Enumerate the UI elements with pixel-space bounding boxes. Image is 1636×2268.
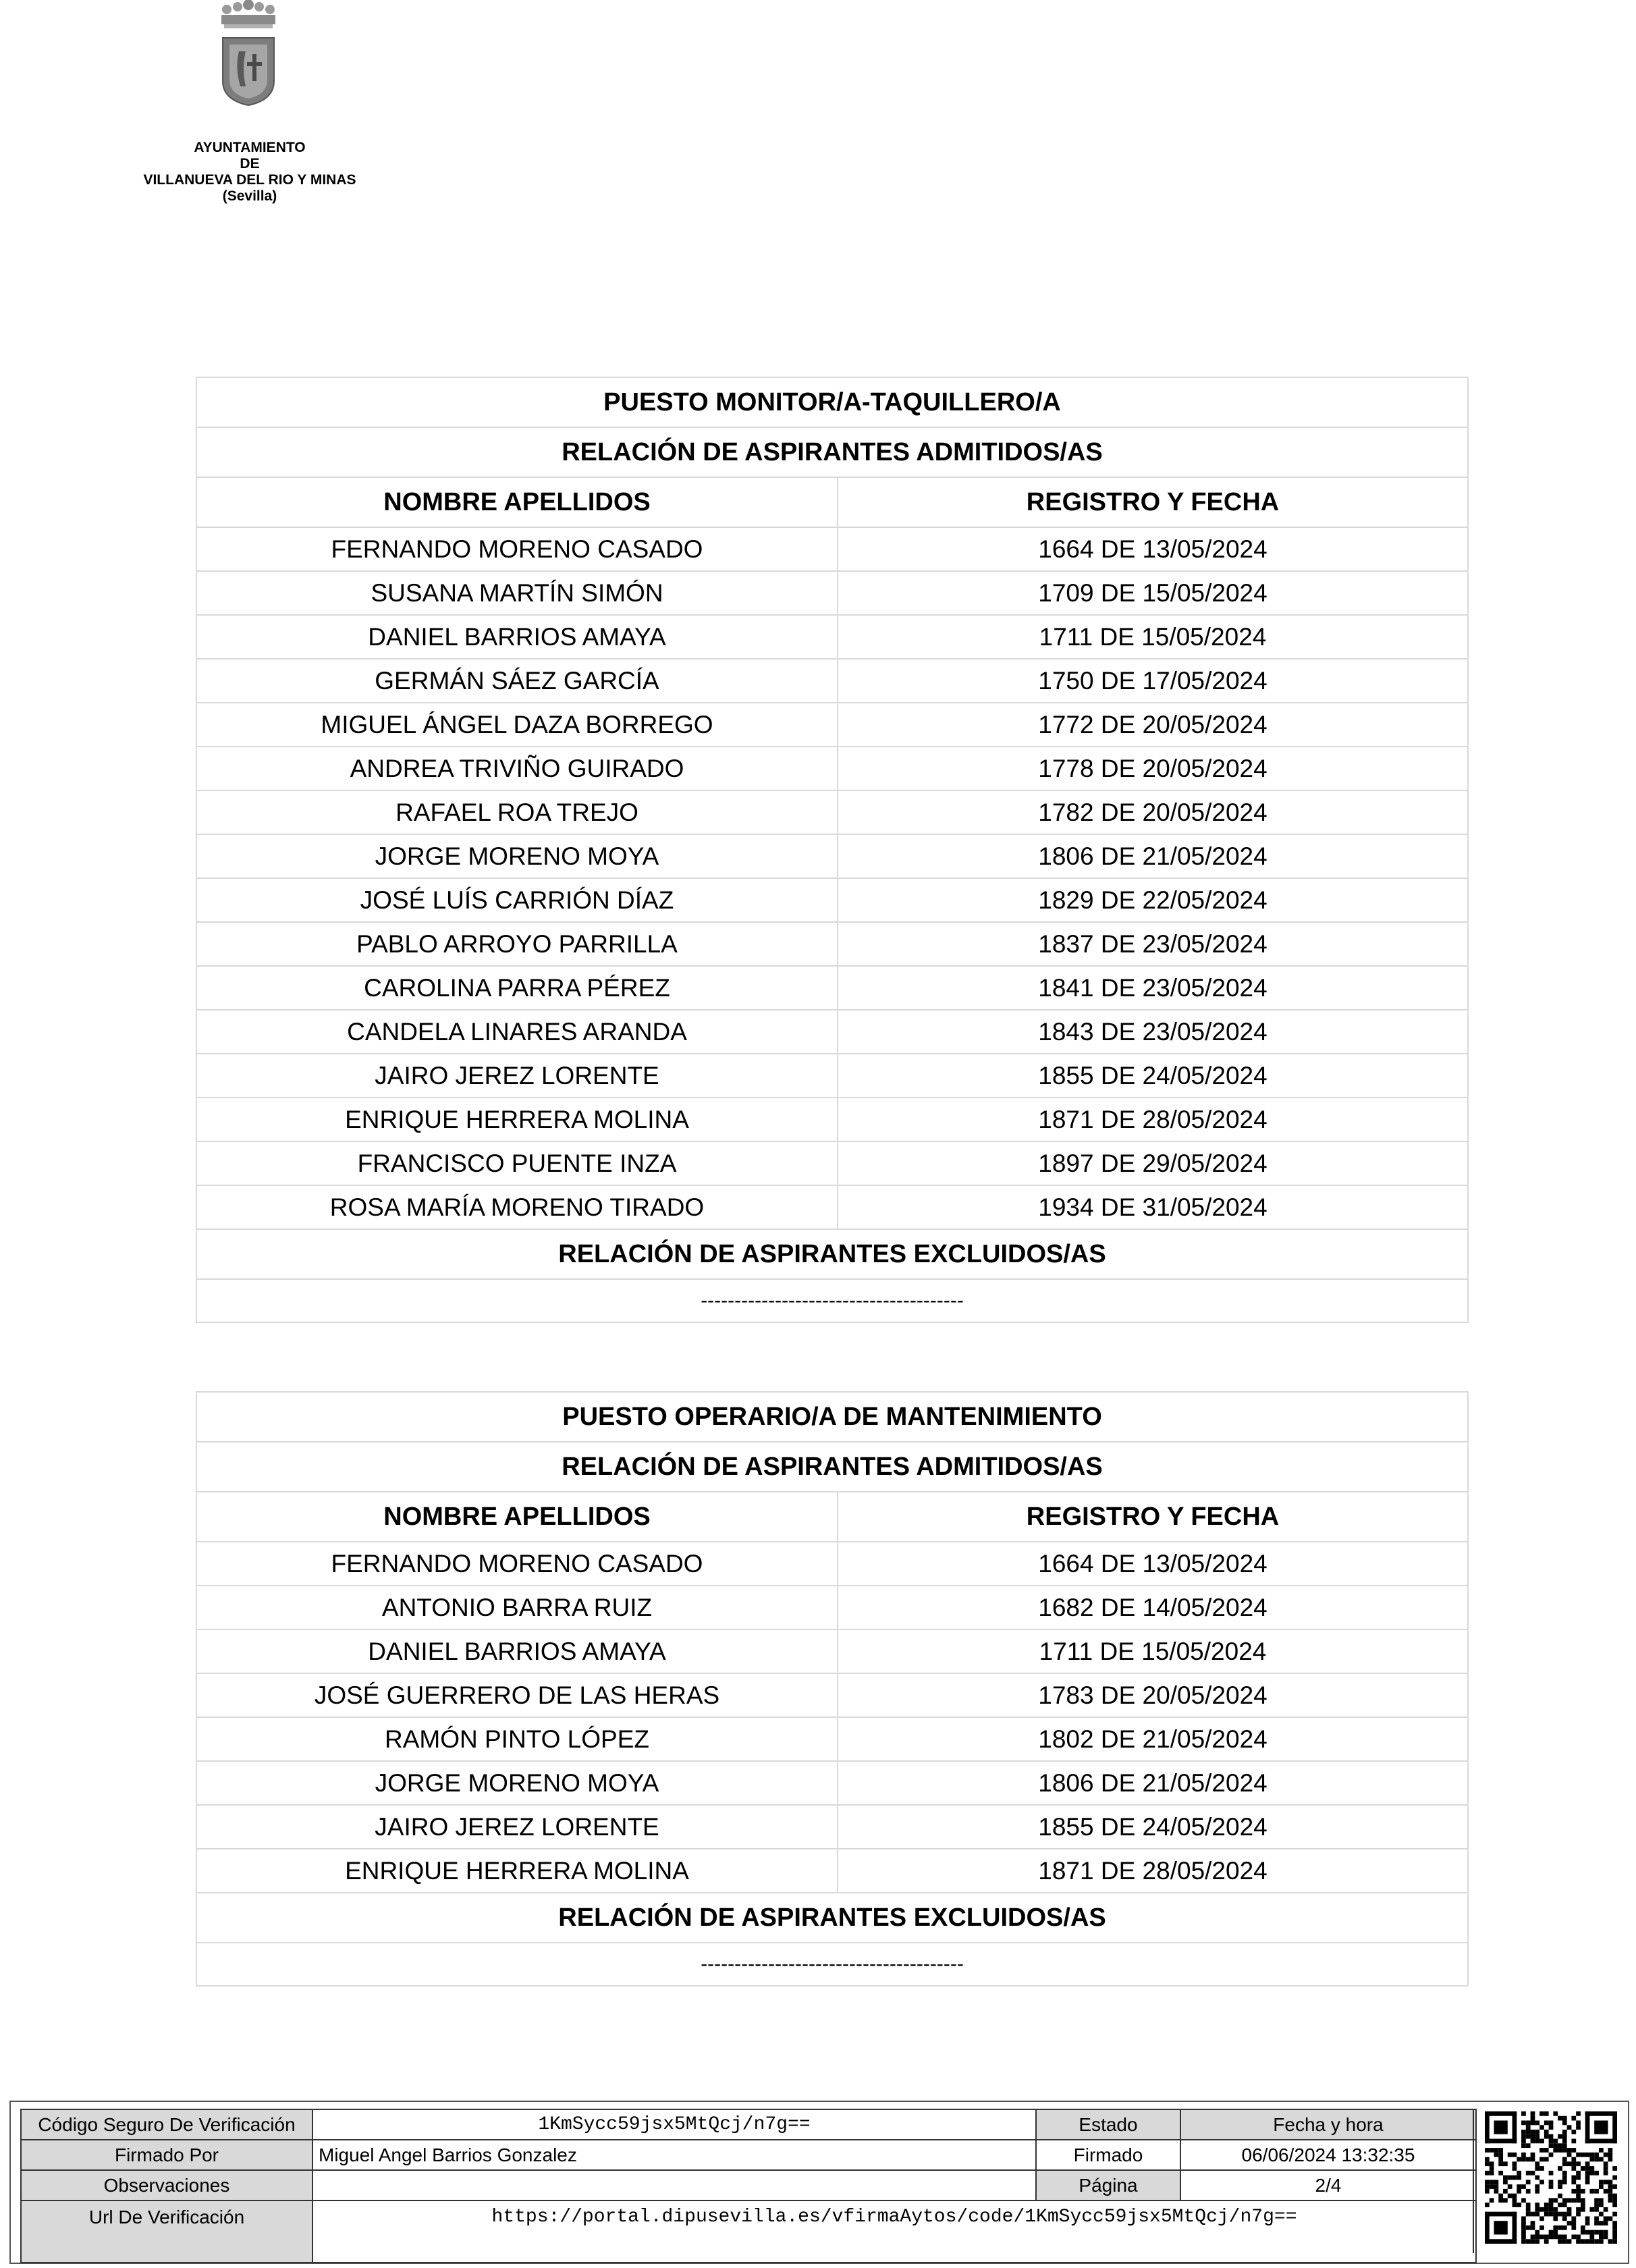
applicant-name: JOSÉ GUERRERO DE LAS HERAS — [196, 1673, 838, 1717]
applicant-name: ANDREA TRIVIÑO GUIRADO — [196, 747, 838, 790]
verification-footer — [9, 2101, 1629, 2264]
verification-table — [20, 2109, 1477, 2263]
applicant-name: FERNANDO MORENO CASADO — [196, 1542, 838, 1586]
table-row — [196, 1673, 1468, 1717]
organization-name — [115, 140, 385, 205]
firmado-por-value: Miguel Angel Barrios Gonzalez — [312, 2140, 1036, 2170]
url-label: Url De Verificación — [21, 2200, 312, 2263]
table-row — [196, 1586, 1468, 1629]
table-row — [196, 659, 1468, 703]
applicant-name: FERNANDO MORENO CASADO — [196, 527, 838, 571]
registry-date: 1709 DE 15/05/2024 — [838, 571, 1468, 615]
applicants-table-monitor — [196, 377, 1469, 1323]
applicant-name: ANTONIO BARRA RUIZ — [196, 1586, 838, 1629]
registry-date: 1782 DE 20/05/2024 — [838, 790, 1468, 834]
registry-date: 1664 DE 13/05/2024 — [838, 1542, 1468, 1586]
applicant-name: JORGE MORENO MOYA — [196, 834, 838, 878]
url-value[interactable]: https://portal.dipusevilla.es/vfirmaAytos/code/1KmSycc59jsx5MtQcj/n7g== — [312, 2200, 1476, 2263]
registry-date: 1871 DE 28/05/2024 — [838, 1098, 1468, 1141]
observaciones-label: Observaciones — [21, 2170, 312, 2200]
table-row — [196, 747, 1468, 790]
table-row — [196, 1098, 1468, 1141]
registry-date: 1778 DE 20/05/2024 — [838, 747, 1468, 790]
applicant-name: ENRIQUE HERRERA MOLINA — [196, 1098, 838, 1141]
table-row — [196, 1141, 1468, 1185]
observaciones-value — [312, 2170, 1036, 2200]
excluded-none: --------------------------------------- — [196, 1279, 1468, 1322]
applicant-name: JAIRO JEREZ LORENTE — [196, 1054, 838, 1098]
applicant-name: PABLO ARROYO PARRILLA — [196, 922, 838, 966]
applicant-name: JORGE MORENO MOYA — [196, 1761, 838, 1805]
column-header-registry: REGISTRO Y FECHA — [838, 1492, 1468, 1542]
pagina-label: Página — [1036, 2170, 1180, 2200]
applicant-name: MIGUEL ÁNGEL DAZA BORREGO — [196, 703, 838, 747]
registry-date: 1843 DE 23/05/2024 — [838, 1010, 1468, 1054]
table-title: PUESTO MONITOR/A-TAQUILLERO/A — [196, 377, 1468, 427]
table-row — [196, 1629, 1468, 1673]
fecha-value: 06/06/2024 13:32:35 — [1180, 2140, 1476, 2170]
table-row — [196, 834, 1468, 878]
table-row — [196, 1805, 1468, 1849]
applicant-name: ROSA MARÍA MORENO TIRADO — [196, 1185, 838, 1229]
registry-date: 1855 DE 24/05/2024 — [838, 1805, 1468, 1849]
org-line-1: AYUNTAMIENTO — [194, 140, 306, 155]
registry-date: 1841 DE 23/05/2024 — [838, 966, 1468, 1010]
table-row — [196, 1185, 1468, 1229]
estado-label: Estado — [1036, 2109, 1180, 2140]
org-line-3: VILLANUEVA DEL RIO Y MINAS — [143, 172, 356, 188]
registry-date: 1837 DE 23/05/2024 — [838, 922, 1468, 966]
registry-date: 1783 DE 20/05/2024 — [838, 1673, 1468, 1717]
excluded-heading: RELACIÓN DE ASPIRANTES EXCLUIDOS/AS — [196, 1229, 1468, 1279]
firmado-por-label: Firmado Por — [21, 2140, 312, 2170]
fecha-label: Fecha y hora — [1180, 2109, 1476, 2140]
applicant-name: RAMÓN PINTO LÓPEZ — [196, 1717, 838, 1761]
excluded-heading: RELACIÓN DE ASPIRANTES EXCLUIDOS/AS — [196, 1893, 1468, 1943]
registry-date: 1772 DE 20/05/2024 — [838, 703, 1468, 747]
column-header-registry: REGISTRO Y FECHA — [838, 477, 1468, 527]
csv-value: 1KmSycc59jsx5MtQcj/n7g== — [312, 2109, 1036, 2140]
table-row — [196, 966, 1468, 1010]
registry-date: 1855 DE 24/05/2024 — [838, 1054, 1468, 1098]
column-header-name: NOMBRE APELLIDOS — [196, 1492, 838, 1542]
registry-date: 1829 DE 22/05/2024 — [838, 878, 1468, 922]
table-row — [196, 878, 1468, 922]
admitted-heading: RELACIÓN DE ASPIRANTES ADMITIDOS/AS — [196, 427, 1468, 477]
applicant-name: SUSANA MARTÍN SIMÓN — [196, 571, 838, 615]
applicant-name: ENRIQUE HERRERA MOLINA — [196, 1849, 838, 1893]
pagina-value: 2/4 — [1180, 2170, 1476, 2200]
excluded-none: --------------------------------------- — [196, 1943, 1468, 1986]
applicants-table-maintenance — [196, 1391, 1469, 1987]
applicant-name: CAROLINA PARRA PÉREZ — [196, 966, 838, 1010]
registry-date: 1806 DE 21/05/2024 — [838, 834, 1468, 878]
applicant-name: DANIEL BARRIOS AMAYA — [196, 615, 838, 659]
applicant-name: JAIRO JEREZ LORENTE — [196, 1805, 838, 1849]
registry-date: 1934 DE 31/05/2024 — [838, 1185, 1468, 1229]
table-row — [196, 1010, 1468, 1054]
registry-date: 1711 DE 15/05/2024 — [838, 1629, 1468, 1673]
admitted-heading: RELACIÓN DE ASPIRANTES ADMITIDOS/AS — [196, 1442, 1468, 1492]
table-row — [196, 615, 1468, 659]
table-row — [196, 1717, 1468, 1761]
coat-of-arms-icon — [215, 0, 282, 108]
registry-date: 1750 DE 17/05/2024 — [838, 659, 1468, 703]
table-row — [196, 1054, 1468, 1098]
csv-label: Código Seguro De Verificación — [21, 2109, 312, 2140]
org-line-4: (Sevilla) — [222, 188, 277, 204]
table-row — [196, 1542, 1468, 1586]
column-header-name: NOMBRE APELLIDOS — [196, 477, 838, 527]
applicant-name: CANDELA LINARES ARANDA — [196, 1010, 838, 1054]
applicant-name: GERMÁN SÁEZ GARCÍA — [196, 659, 838, 703]
table-row — [196, 922, 1468, 966]
org-line-2: DE — [240, 156, 260, 171]
table-row — [196, 703, 1468, 747]
registry-date: 1664 DE 13/05/2024 — [838, 527, 1468, 571]
applicant-name: FRANCISCO PUENTE INZA — [196, 1141, 838, 1185]
applicant-name: RAFAEL ROA TREJO — [196, 790, 838, 834]
estado-value: Firmado — [1036, 2140, 1180, 2170]
registry-date: 1682 DE 14/05/2024 — [838, 1586, 1468, 1629]
table-row — [196, 790, 1468, 834]
table-row — [196, 1761, 1468, 1805]
applicant-name: DANIEL BARRIOS AMAYA — [196, 1629, 838, 1673]
registry-date: 1897 DE 29/05/2024 — [838, 1141, 1468, 1185]
applicant-name: JOSÉ LUÍS CARRIÓN DÍAZ — [196, 878, 838, 922]
qr-code-icon — [1473, 2109, 1618, 2253]
registry-date: 1711 DE 15/05/2024 — [838, 615, 1468, 659]
table-row — [196, 571, 1468, 615]
table-title: PUESTO OPERARIO/A DE MANTENIMIENTO — [196, 1392, 1468, 1442]
registry-date: 1871 DE 28/05/2024 — [838, 1849, 1468, 1893]
registry-date: 1806 DE 21/05/2024 — [838, 1761, 1468, 1805]
table-row — [196, 527, 1468, 571]
table-row — [196, 1849, 1468, 1893]
registry-date: 1802 DE 21/05/2024 — [838, 1717, 1468, 1761]
